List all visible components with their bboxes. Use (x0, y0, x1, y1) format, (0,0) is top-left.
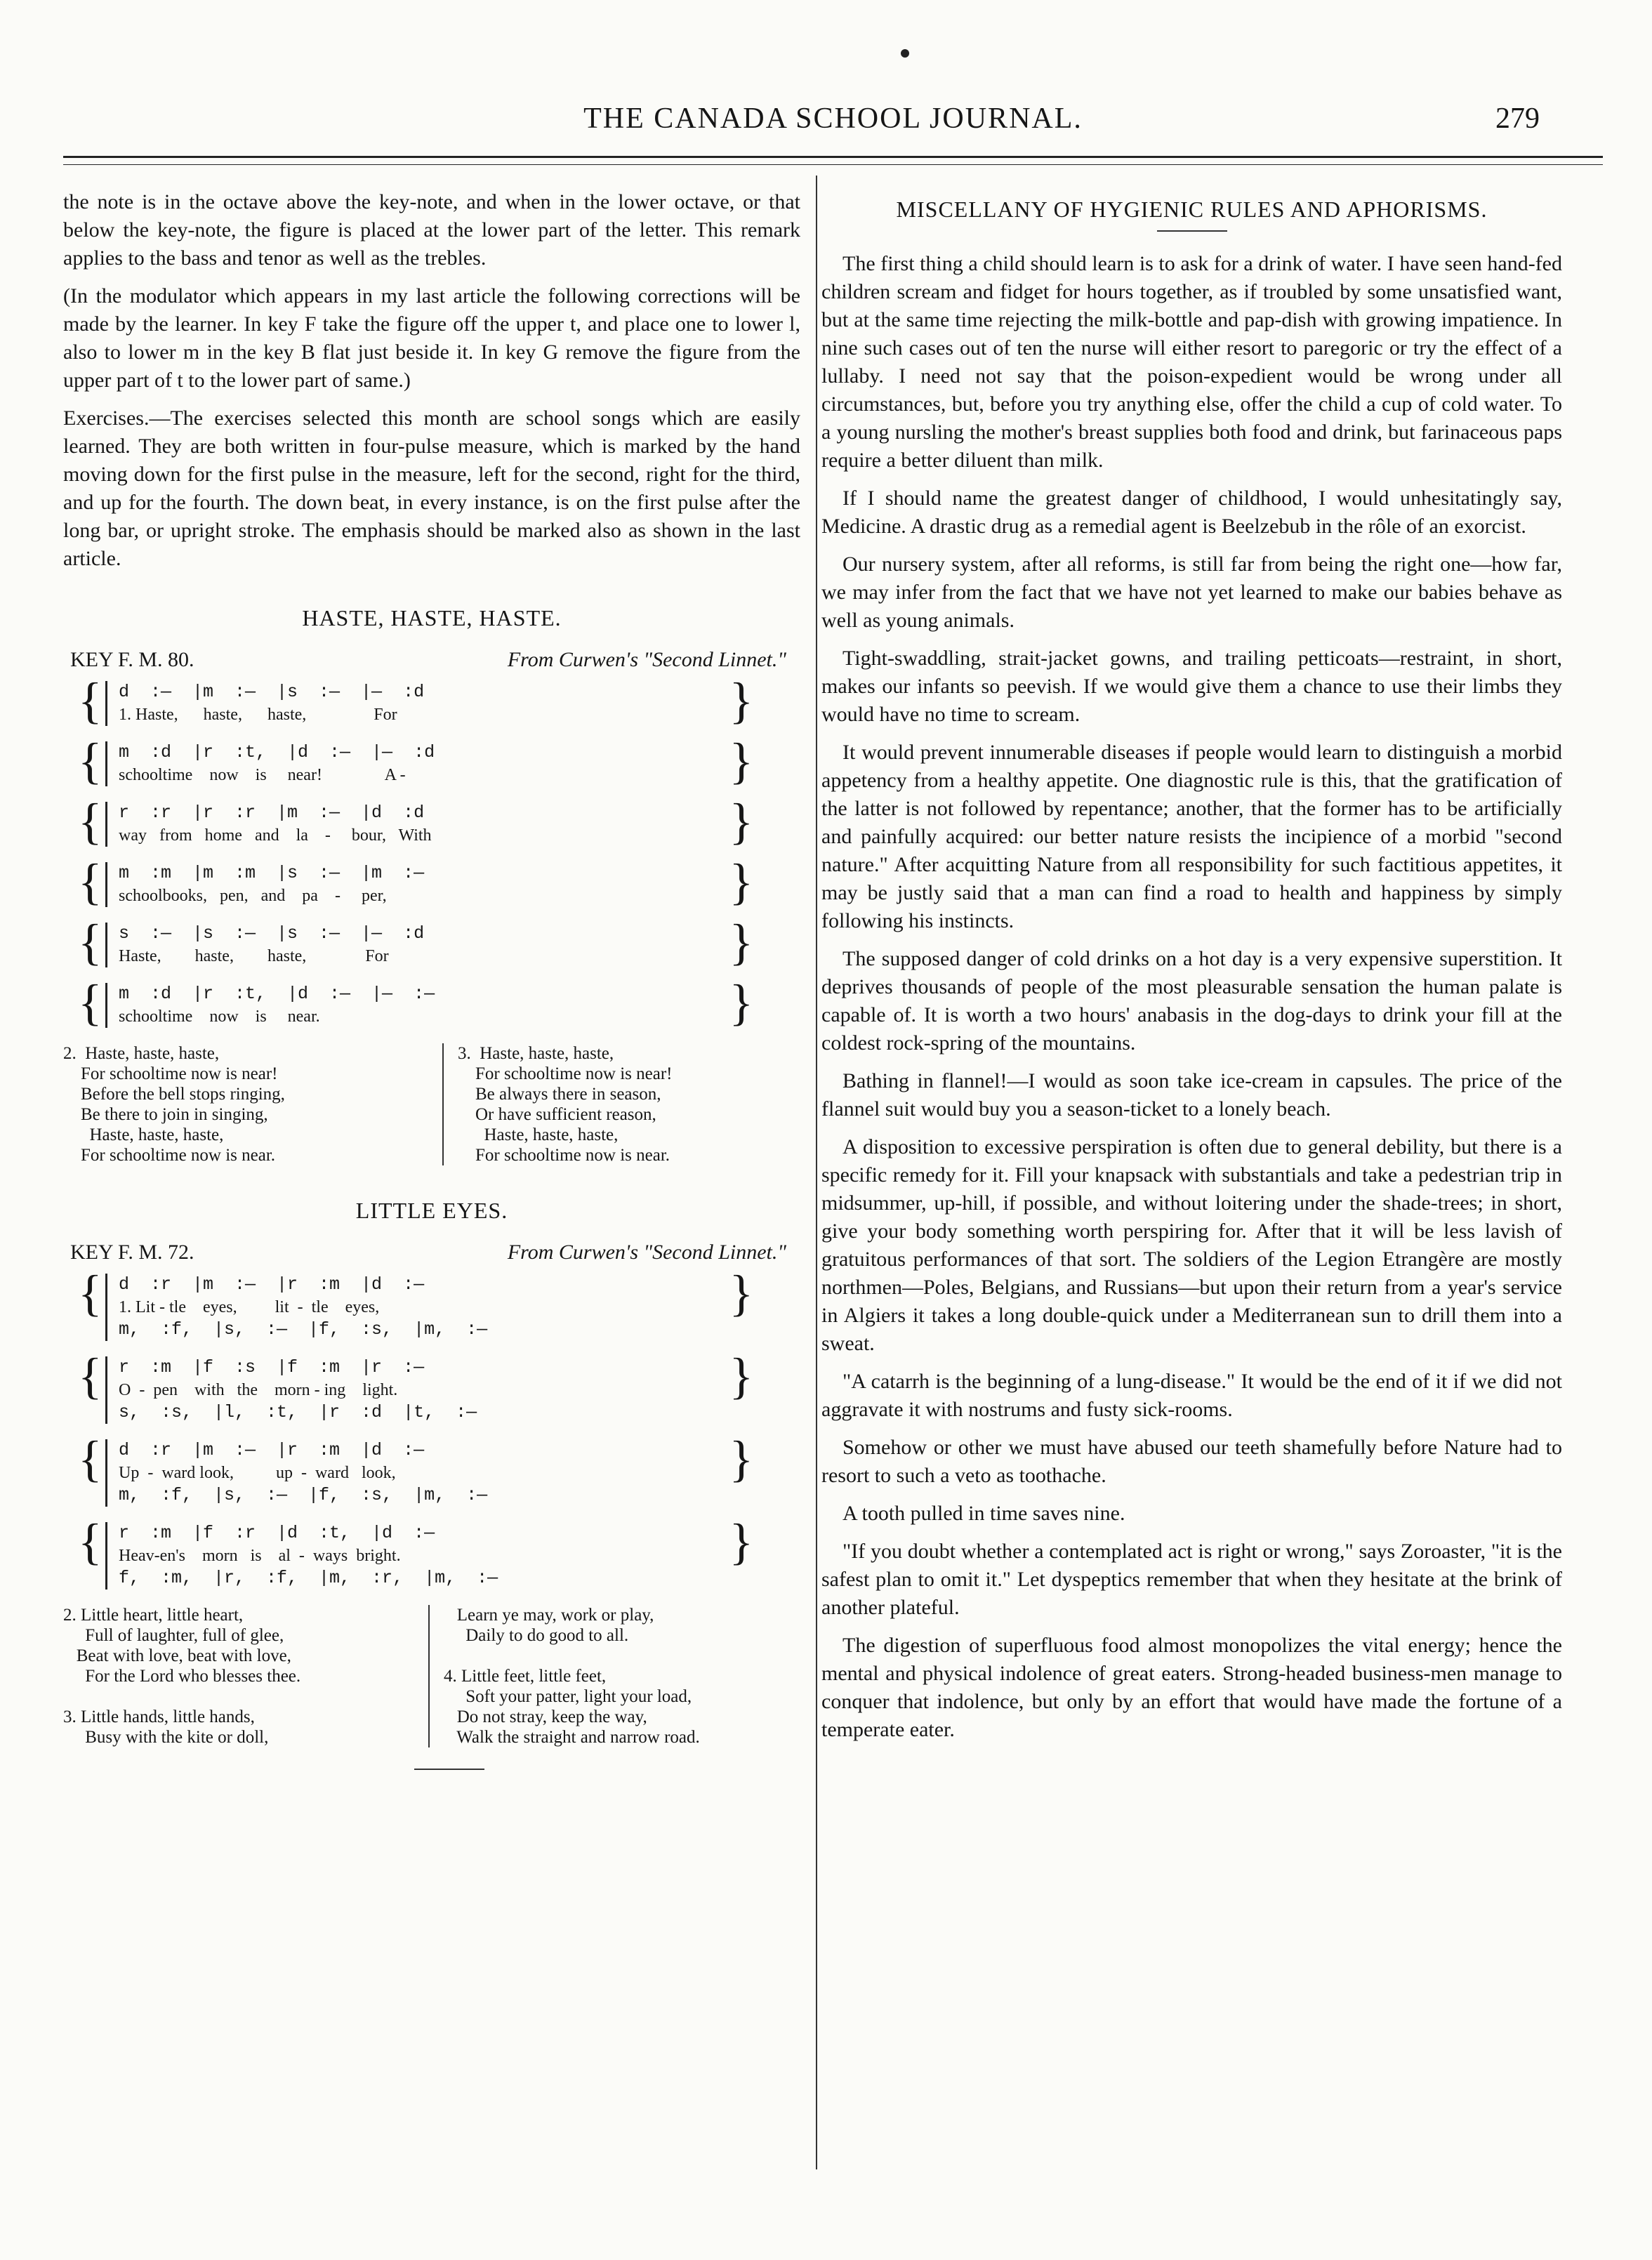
lyrics: schooltime now is near. (119, 1007, 320, 1026)
verse: 3. Haste, haste, haste, For schooltime now is near! Be always there in season, Or have sufficient reason, Haste, haste, haste, For schooltime now is near. (458, 1044, 673, 1165)
solfa-notes: { r :m |f :s |f :m |r :— (119, 1357, 425, 1377)
verse-divider (442, 1043, 444, 1165)
solfa-bass: f, :m, |r, :f, |m, :r, |m, :— (119, 1568, 498, 1588)
song-verses (63, 1043, 800, 1165)
header-rule-thin (63, 164, 1603, 165)
paragraph: Our nursery system, after all reforms, is still far from being the right one—how far, we may infer from the fact that we have not yet learned to make our babies behave as well as young animals. (821, 553, 1562, 632)
solfa-bass: m, :f, |s, :— |f, :s, |m, :— (119, 1319, 488, 1340)
music-system (105, 862, 736, 907)
song-verses (63, 1605, 800, 1747)
song-key-line (70, 646, 786, 674)
paragraph: the note is in the octave above the key-note, and when in the lower octave, or that below the key-note, the figure is placed at the lower part of the letter. This remark applies to the bass and tenor as well as the trebles. (63, 190, 800, 270)
paragraph: Somehow or other we must have abused our teeth shamefully before Nature had to resort to such a veto as toothache. (821, 1436, 1562, 1487)
paragraph: Tight-swaddling, strait-jacket gowns, and trailing petticoats—restraint, in short, makes our infants so peevish. If we would give them a chance to use their limbs they would have no time to scream. (821, 647, 1562, 726)
lyrics: 1. Lit - tle eyes, lit - tle eyes, (119, 1298, 380, 1316)
solfa-notes: { r :r |r :r |m :— |d :d (119, 802, 425, 823)
music-system (105, 1274, 736, 1341)
song-key: KEY F. M. 80. (70, 648, 194, 671)
solfa-notes: { d :r |m :— |r :m |d :— (119, 1274, 425, 1295)
lyrics: schoolbooks, pen, and pa - per, (119, 887, 387, 905)
paragraph: Exercises.—The exercises selected this month are school songs which are easily learned. They are both written in four-pulse measure, which is marked by the hand moving down for the first pulse in the measure, left for the second, right for the third, and up for the fourth. The down beat, in every instance, is on the first pulse after the long bar, or upright stroke. The emphasis should be marked also as shown in the last article. (63, 407, 800, 570)
paragraph: The supposed danger of cold drinks on a hot day is a very expensive superstition. It deprives thousands of people of the most pleasurable sensation the human palate is capable of. It is worth a two hours' anabasis in the dog-days to drink your fill at the coldest rock-spring of the mountains. (821, 947, 1562, 1055)
paragraph: The first thing a child should learn is to ask for a drink of water. I have seen hand-fed children scream and fidget for hours together, as if troubled by some unsatisfied want, but at the same time rejecting the milk-bottle and pap-dish with growing impatience. In nine such cases out of ten the nurse will either resort to paregoric or try the effect of a lullaby. I need not say that the poison-expedient would be wrong under all circumstances, but, before you try anything else, offer the child a cup of cold water. To a young nursling the mother's breast supplies both food and drink, but farinaceous paps require a better diluent than milk. (821, 252, 1562, 472)
lyrics: 1. Haste, haste, haste, For (119, 706, 397, 724)
lyrics: Up - ward look, up - ward look, (119, 1464, 396, 1482)
solfa-notes: { d :r |m :— |r :m |d :— (119, 1440, 425, 1460)
paragraph: If I should name the greatest danger of childhood, I would unhesitatingly say, Medicine. A drastic drug as a remedial agent is Beelzebub in the rôle of an exorcist. (821, 487, 1562, 538)
article-heading: MISCELLANY OF HYGIENIC RULES AND APHORISMS. (896, 197, 1488, 222)
song-title: HASTE, HASTE, HASTE. (302, 605, 562, 630)
lyrics: way from home and la - bour, With (119, 826, 432, 845)
verse: 2. Haste, haste, haste, For schooltime now is near! Before the bell stops ringing, Be there to join in singing, Haste, haste, haste, For schooltime now is near. (63, 1044, 285, 1165)
verse: 2. Little heart, little heart, Full of laughter, full of glee, Beat with love, beat with love, For the Lord who blesses thee. 3. Little hands, little hands, Busy with the kite or doll, (63, 1606, 301, 1747)
music-system (105, 1522, 736, 1590)
song-source: From Curwen's "Second Linnet." (507, 648, 786, 671)
paragraph: "If you doubt whether a contemplated act is right or wrong," says Zoroaster, "it is the safest plan to omit it." Let dyspeptics remember that when they hesitate at the brink of another plateful. (821, 1540, 1562, 1619)
heading-rule (1157, 230, 1227, 232)
solfa-notes: { m :m |m :m |s :— |m :— (119, 863, 425, 883)
end-rule (414, 1769, 484, 1770)
paragraph: A tooth pulled in time saves nine. (842, 1502, 1125, 1525)
page-header (63, 102, 1603, 144)
music-system (105, 741, 736, 786)
song-source: From Curwen's "Second Linnet." (507, 1241, 786, 1264)
paragraph: The digestion of superfluous food almost monopolizes the vital energy; hence the mental and physical indolence of great eaters. Strong-headed business-men manage to conquer that indolence, but only by an effort that would have made the fortune of a temperate eater. (821, 1634, 1562, 1741)
lyrics: Haste, haste, haste, For (119, 947, 389, 965)
music-system (105, 802, 736, 847)
lyrics: schooltime now is near! A - (119, 766, 406, 784)
solfa-notes: { m :d |r :t, |d :— |— :d (119, 742, 435, 762)
song-title: LITTLE EYES. (355, 1198, 508, 1223)
paragraph: (In the modulator which appears in my last article the following corrections will be made by the learner. In key F take the figure off the upper t, and place one to lower l, also to lower m in the key B flat just beside it. In key G remove the figure from the upper part of t to the lower part of same.) (63, 284, 800, 392)
paragraph: "A catarrh is the beginning of a lung-disease." It would be the end of it if we did not aggravate it with nostrums and fusty sick-rooms. (821, 1370, 1562, 1421)
verse: Learn ye may, work or play, Daily to do good to all. 4. Little feet, little feet, Soft your patter, light your load, Do not stray, keep the way, Walk the straight and narrow road. (444, 1606, 700, 1747)
right-column (821, 188, 1562, 1754)
song-key-line (70, 1238, 786, 1267)
lyrics: O - pen with the morn - ing light. (119, 1381, 398, 1399)
verse-divider (428, 1605, 430, 1747)
music-system (105, 983, 736, 1028)
lyrics: Heav-en's morn is al - ways bright. (119, 1547, 401, 1565)
paragraph: A disposition to excessive perspiration is often due to general debility, but there is a specific remedy for it. Fill your knapsack with substantials and take a pedestrian trip in midsummer, up-hill, if possible, and without loitering under the shade-trees; in short, give your body something worth perspiring for. After that it will be less lavish of gratuitous performances of that sort. The soldiers of the Legion Etrangère are mostly northmen—Poles, Belgians, and Russians—but upon their return from a year's service in Algiers it takes a long double-quick under a Mediterranean sun to drill them into a sweat. (821, 1135, 1562, 1355)
song-key: KEY F. M. 72. (70, 1241, 194, 1264)
solfa-notes: { s :— |s :— |s :— |— :d (119, 923, 425, 944)
solfa-bass: s, :s, |l, :t, |r :d |t, :— (119, 1402, 477, 1422)
music-system (105, 681, 736, 726)
left-column (63, 188, 800, 1770)
header-rule (63, 156, 1603, 158)
ink-dot (901, 49, 909, 58)
solfa-notes: { r :m |f :r |d :t, |d :— (119, 1523, 435, 1543)
solfa-notes: { m :d |r :t, |d :— |— :— (119, 984, 435, 1004)
paragraph: Bathing in flannel!—I would as soon take ice-cream in capsules. The price of the flannel suit would buy you a season-ticket to a lonely beach. (821, 1069, 1562, 1121)
solfa-bass: m, :f, |s, :— |f, :s, |m, :— (119, 1485, 488, 1505)
paragraph: It would prevent innumerable diseases if people would learn to distinguish a morbid appetency from a healthy appetite. One diagnostic rule is this, that the gratification of the latter is not followed by repentance; another, that the former has to be artificially and painfully acquired: our better nature resists the incipience of a morbid "second nature." After acquitting Nature from all responsibility for such factitious appetites, it may be justly said that a man can find a road to health and happiness by simply following his instincts. (821, 741, 1562, 932)
column-divider (816, 176, 817, 2169)
journal-title: THE CANADA SCHOOL JOURNAL. (583, 103, 1083, 135)
music-system (105, 1356, 736, 1424)
page-number: 279 (1495, 103, 1540, 135)
solfa-notes: { d :— |m :— |s :— |— :d (119, 682, 425, 702)
music-system (105, 1439, 736, 1507)
music-system (105, 923, 736, 967)
